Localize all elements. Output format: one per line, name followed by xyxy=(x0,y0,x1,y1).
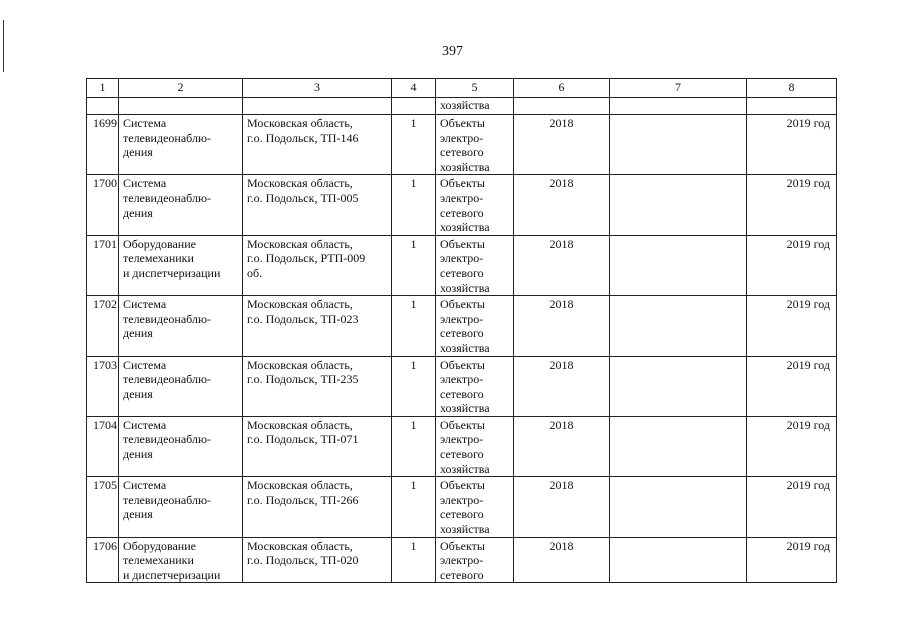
row-number: 1701 xyxy=(87,235,119,295)
table-row xyxy=(87,537,837,583)
row-name: Система телевидеонаблю- дения xyxy=(119,477,243,537)
row-name: Оборудование телемеханики и диспетчеризации xyxy=(119,537,243,583)
row-term: 2019 год xyxy=(747,477,837,537)
register-table-body xyxy=(87,79,837,583)
row-name: Система телевидеонаблю- дения xyxy=(119,356,243,416)
row-number: 1703 xyxy=(87,356,119,416)
row-col7 xyxy=(610,537,747,583)
column-header-row xyxy=(87,79,837,98)
table-row xyxy=(87,235,837,295)
continuation-cell-address xyxy=(243,98,392,115)
row-object-type: Объекты электро- сетевого хозяйства xyxy=(436,356,514,416)
row-number: 1702 xyxy=(87,296,119,356)
column-header-3: 3 xyxy=(243,79,392,98)
row-quantity: 1 xyxy=(392,115,436,175)
row-term: 2019 год xyxy=(747,235,837,295)
row-object-type: Объекты электро- сетевого xyxy=(436,537,514,583)
row-term: 2019 год xyxy=(747,296,837,356)
column-header-1: 1 xyxy=(87,79,119,98)
row-number: 1700 xyxy=(87,175,119,235)
row-col7 xyxy=(610,296,747,356)
row-number: 1704 xyxy=(87,416,119,476)
continuation-cell-object-type: хозяйства xyxy=(436,98,514,115)
row-term: 2019 год xyxy=(747,115,837,175)
row-quantity: 1 xyxy=(392,175,436,235)
row-col7 xyxy=(610,235,747,295)
row-quantity: 1 xyxy=(392,235,436,295)
row-object-type: Объекты электро- сетевого хозяйства xyxy=(436,296,514,356)
row-quantity: 1 xyxy=(392,477,436,537)
continuation-cell-term xyxy=(747,98,837,115)
row-col7 xyxy=(610,356,747,416)
column-header-5: 5 xyxy=(436,79,514,98)
row-term: 2019 год xyxy=(747,356,837,416)
row-object-type: Объекты электро- сетевого хозяйства xyxy=(436,416,514,476)
row-col7 xyxy=(610,416,747,476)
continuation-cell-year xyxy=(514,98,610,115)
row-quantity: 1 xyxy=(392,537,436,583)
page-number: 397 xyxy=(442,44,463,59)
table-row xyxy=(87,175,837,235)
row-object-type: Объекты электро- сетевого хозяйства xyxy=(436,477,514,537)
row-year: 2018 xyxy=(514,115,610,175)
row-object-type: Объекты электро- сетевого хозяйства xyxy=(436,175,514,235)
row-address: Московская область, г.о. Подольск, ТП-235 xyxy=(243,356,392,416)
column-header-2: 2 xyxy=(119,79,243,98)
row-address: Московская область, г.о. Подольск, ТП-005 xyxy=(243,175,392,235)
table-row xyxy=(87,115,837,175)
row-number: 1706 xyxy=(87,537,119,583)
row-term: 2019 год xyxy=(747,175,837,235)
row-name: Система телевидеонаблю- дения xyxy=(119,416,243,476)
row-quantity: 1 xyxy=(392,296,436,356)
row-address: Московская область, г.о. Подольск, ТП-071 xyxy=(243,416,392,476)
row-col7 xyxy=(610,115,747,175)
continuation-cell-quantity xyxy=(392,98,436,115)
row-object-type: Объекты электро- сетевого хозяйства xyxy=(436,235,514,295)
row-name: Система телевидеонаблю- дения xyxy=(119,296,243,356)
table-row xyxy=(87,416,837,476)
row-year: 2018 xyxy=(514,416,610,476)
row-year: 2018 xyxy=(514,175,610,235)
row-term: 2019 год xyxy=(747,416,837,476)
continuation-cell-name xyxy=(119,98,243,115)
table-row xyxy=(87,477,837,537)
row-address: Московская область, г.о. Подольск, ТП-266 xyxy=(243,477,392,537)
row-address: Московская область, г.о. Подольск, ТП-020 xyxy=(243,537,392,583)
continuation-cell-col7 xyxy=(610,98,747,115)
column-header-6: 6 xyxy=(514,79,610,98)
column-header-8: 8 xyxy=(747,79,837,98)
row-name: Оборудование телемеханики и диспетчеризации xyxy=(119,235,243,295)
table-row xyxy=(87,356,837,416)
row-quantity: 1 xyxy=(392,356,436,416)
row-number: 1699 xyxy=(87,115,119,175)
row-col7 xyxy=(610,477,747,537)
row-year: 2018 xyxy=(514,537,610,583)
column-header-7: 7 xyxy=(610,79,747,98)
continuation-row xyxy=(87,98,837,115)
row-name: Система телевидеонаблю- дения xyxy=(119,175,243,235)
row-year: 2018 xyxy=(514,477,610,537)
register-table xyxy=(86,78,837,583)
row-name: Система телевидеонаблю- дения xyxy=(119,115,243,175)
row-col7 xyxy=(610,175,747,235)
row-object-type: Объекты электро- сетевого хозяйства xyxy=(436,115,514,175)
continuation-cell-number xyxy=(87,98,119,115)
row-year: 2018 xyxy=(514,356,610,416)
row-quantity: 1 xyxy=(392,416,436,476)
table-row xyxy=(87,296,837,356)
row-address: Московская область, г.о. Подольск, ТП-023 xyxy=(243,296,392,356)
row-number: 1705 xyxy=(87,477,119,537)
row-address: Московская область, г.о. Подольск, РТП-009 об. xyxy=(243,235,392,295)
row-address: Московская область, г.о. Подольск, ТП-146 xyxy=(243,115,392,175)
row-term: 2019 год xyxy=(747,537,837,583)
row-year: 2018 xyxy=(514,296,610,356)
column-header-4: 4 xyxy=(392,79,436,98)
row-year: 2018 xyxy=(514,235,610,295)
